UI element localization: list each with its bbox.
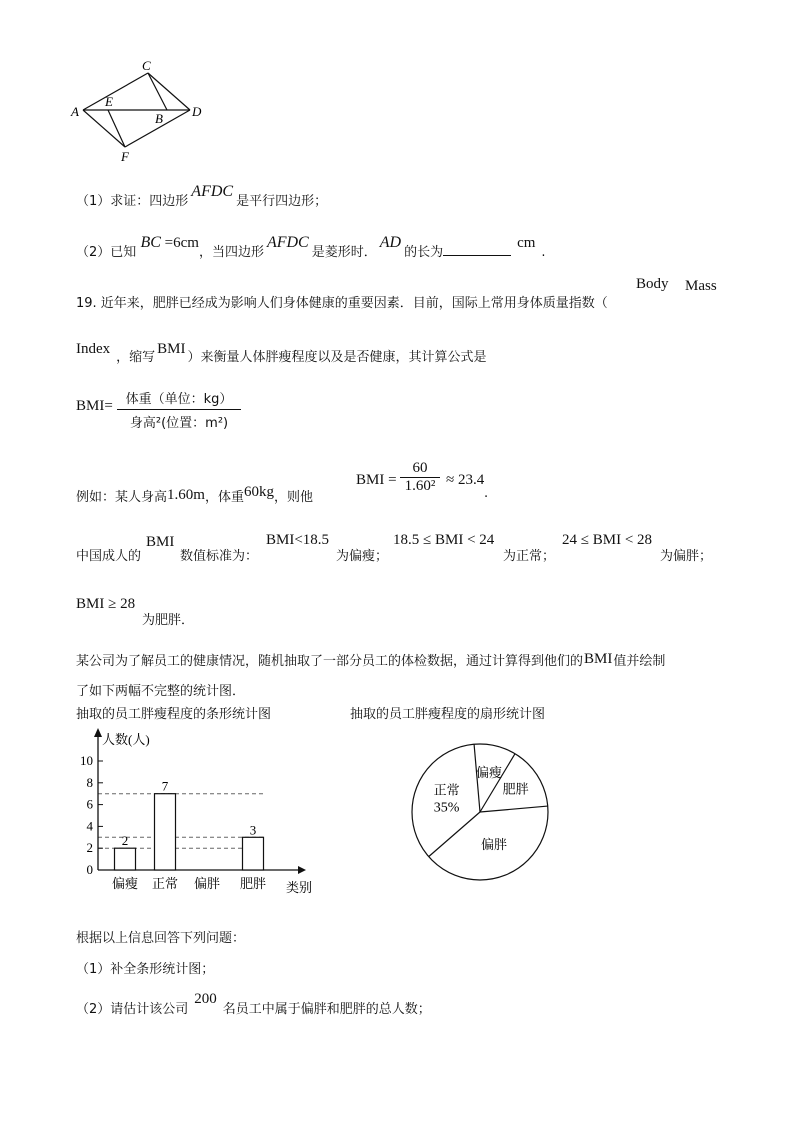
q18-part1-math: AFDC <box>191 183 234 200</box>
q18-part2-math1: BC <box>140 234 161 251</box>
bar-value-label-0: 2 <box>121 833 129 849</box>
q19-example-post: ，则他 <box>273 490 313 505</box>
q19-survey-text: 某公司为了解员工的健康情况，随机抽取了一部分员工的体检数据，通过计算得到他们的 <box>76 654 584 669</box>
point-label-d: D <box>192 104 202 119</box>
q18-part2-unit: cm <box>517 235 536 251</box>
bar-value-label-1: 7 <box>161 778 169 794</box>
q19-index-word: Index <box>76 341 111 357</box>
q19-subquestion-2 <box>76 991 431 1018</box>
y-tick-label-4: 8 <box>86 774 93 790</box>
q19-standard-bmi: BMI <box>146 534 175 550</box>
x-category-label-1: 正常 <box>151 876 179 891</box>
y-tick-label-2: 4 <box>86 818 93 834</box>
q19-example-height: 1.60m <box>167 487 205 503</box>
bar-chart <box>60 722 330 900</box>
q19-survey-line1 <box>76 650 665 670</box>
x-axis-title: 类别 <box>286 880 313 895</box>
bmi-formula-fraction <box>117 388 241 431</box>
point-label-a: A <box>71 104 79 119</box>
q19-body-word: Body <box>636 276 669 292</box>
q19-sub2-pre: （2）请估计该公司 <box>76 1002 189 1017</box>
q18-part2-math2: AFDC <box>266 234 309 251</box>
q18-part1-text1: 求证：四边形 <box>110 194 189 209</box>
q18-part1 <box>76 183 328 210</box>
y-tick-label-0: 0 <box>86 862 93 877</box>
y-axis-title: 人数(人) <box>102 732 150 747</box>
x-category-label-0: 偏瘦 <box>111 876 139 891</box>
q19-mass-word: Mass <box>685 278 717 294</box>
geometry-figure <box>68 55 218 170</box>
pie-slice-label-2: 偏胖 <box>481 837 508 853</box>
q19-example-numerator: 60 <box>412 460 428 476</box>
bmi-range-obese-label: 为肥胖． <box>142 613 195 628</box>
bmi-formula-lhs: BMI= <box>76 398 113 414</box>
q19-sub2-num: 200 <box>194 991 217 1007</box>
q18-part2-math1-rest: =6cm <box>160 235 199 251</box>
q19-subquestion-1: （1）补全条形统计图； <box>76 962 215 977</box>
bar-value-label-3: 3 <box>249 822 257 838</box>
q19-answer-intro: 根据以上信息回答下列问题： <box>76 931 246 946</box>
x-category-label-3: 肥胖 <box>239 876 267 891</box>
q18-part1-num: （1） <box>76 194 111 209</box>
pie-slice-label-1: 肥胖 <box>502 781 529 797</box>
q19-example-denominator: 1.60² <box>404 478 436 494</box>
q18-part2-text2: ，当四边形 <box>198 245 264 260</box>
y-tick-label-5: 10 <box>80 753 93 768</box>
q19-abbr-post: ）来衡量人体胖瘦程度以及是否健康，其计算公式是 <box>187 350 487 365</box>
pie-slice-label-0: 偏瘦 <box>475 765 503 781</box>
bmi-formula-denominator: 身高²(位置：m²) <box>129 416 229 431</box>
q19-abbr-pre: ，缩写 <box>116 350 156 365</box>
bmi-range-obese: BMI ≥ 28 <box>76 596 136 612</box>
q18-part2-text3: 是菱形时． <box>311 245 377 260</box>
bmi-range-underweight: BMI<18.5 <box>266 532 330 548</box>
point-label-b: B <box>155 111 163 126</box>
q19-sub2-post: 名员工中属于偏胖和肥胖的总人数； <box>222 1002 431 1017</box>
pie-slice-label-3: 正常 <box>433 782 460 798</box>
q19-standard-mid: 数值标准为： <box>180 549 259 564</box>
bmi-range-normal: 18.5 ≤ BMI < 24 <box>393 532 495 548</box>
q19-intro-line2 <box>76 341 487 366</box>
q19-example-mid: ，体重 <box>204 490 244 505</box>
y-tick-label-3: 6 <box>86 796 93 812</box>
x-axis-arrow-icon <box>298 866 306 874</box>
answer-blank[interactable] <box>443 255 511 256</box>
bmi-range-overweight: 24 ≤ BMI < 28 <box>562 532 653 548</box>
bmi-range-normal-label: 为正常； <box>503 549 556 564</box>
point-label-c: C <box>142 58 151 73</box>
q19-bmi-abbr: BMI <box>157 341 186 357</box>
y-axis-arrow-icon <box>94 728 102 737</box>
q18-part2 <box>76 234 546 261</box>
point-label-e: E <box>105 94 113 109</box>
pie-chart <box>400 732 560 892</box>
bar-chart-title: 抽取的员工胖瘦程度的条形统计图 <box>76 707 272 722</box>
x-category-label-2: 偏胖 <box>193 876 221 891</box>
q19-example-fraction <box>400 460 440 495</box>
q19-intro-line1: 19. 近年来，肥胖已经成为影响人们身体健康的重要因素．目前，国际上常用身体质量指数（ <box>76 296 608 311</box>
bmi-range-overweight-label: 为偏胖； <box>660 549 713 564</box>
q18-part2-end: . <box>541 245 546 260</box>
bmi-formula-numerator: 体重（单位：kg） <box>125 392 233 407</box>
point-label-f: F <box>121 149 129 164</box>
bar-0 <box>115 848 136 870</box>
bar-3 <box>243 837 264 870</box>
q19-example-rhs: ≈ 23.4 <box>446 472 485 488</box>
q19-example-weight: 60kg <box>243 484 274 500</box>
q18-part2-text1: 已知 <box>110 245 137 260</box>
bmi-range-underweight-label: 为偏瘦； <box>336 549 389 564</box>
q18-part2-text4: 的长为 <box>404 245 444 260</box>
q19-example-lhs: BMI = <box>356 472 397 488</box>
q19-example-end: . <box>484 486 489 501</box>
q19-survey-end: 值并绘制 <box>613 654 666 669</box>
y-tick-label-1: 2 <box>86 840 93 856</box>
q19-example-line <box>76 486 313 506</box>
q19-standard-pre: 中国成人的 <box>76 549 142 564</box>
q18-part1-text2: 是平行四边形； <box>236 194 328 209</box>
q18-part2-num: （2） <box>76 245 111 260</box>
pie-chart-title: 抽取的员工胖瘦程度的扇形统计图 <box>350 707 546 722</box>
pie-slice-percent-3: 35% <box>433 800 460 816</box>
q19-survey-line2: 了如下两幅不完整的统计图． <box>76 684 246 699</box>
q18-part2-math3: AD <box>379 234 402 251</box>
bar-1 <box>155 794 176 870</box>
q19-example-pre: 例如：某人身高 <box>76 490 168 505</box>
q19-survey-bmi: BMI <box>584 651 613 667</box>
